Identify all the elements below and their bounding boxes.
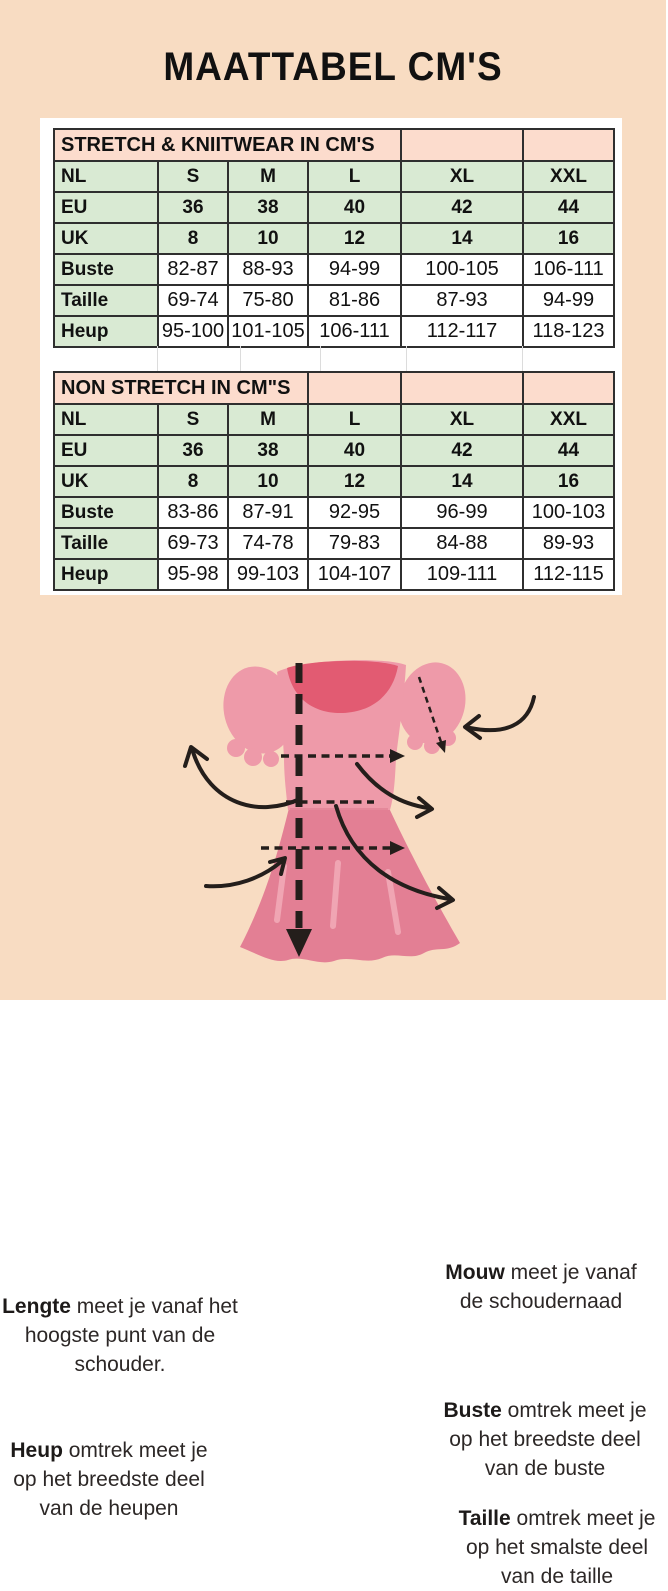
value-cell: 10 [228,466,308,497]
value-cell: 100-103 [523,497,614,528]
lengte-annotation: Lengte meet je vanaf het hoogste punt van de schouder. [2,1295,238,1376]
value-cell: 16 [523,223,614,254]
value-cell: 99-103 [228,559,308,590]
table-title: STRETCH & KNIITWEAR IN CM'S [54,129,401,161]
value-cell: 112-115 [523,559,614,590]
value-cell: 106-111 [308,316,401,347]
value-cell: S [158,404,228,435]
value-cell: 87-91 [228,497,308,528]
value-cell: 42 [401,192,523,223]
gridline [240,346,241,371]
value-cell: L [308,161,401,192]
value-cell: M [228,161,308,192]
table-header-empty-cell [523,372,614,404]
spreadsheet-area [40,118,622,595]
value-cell: XXL [523,404,614,435]
value-cell: L [308,404,401,435]
gridline [157,346,158,371]
value-cell: 38 [228,435,308,466]
measurement-diagram [0,620,666,1588]
dress-illustration [0,620,666,1000]
value-cell: XL [401,404,523,435]
value-cell: 8 [158,223,228,254]
value-cell: 79-83 [308,528,401,559]
value-cell: 83-86 [158,497,228,528]
taille-annotation: Taille omtrek meet je op het smalste deel van de taille [458,1507,656,1588]
value-cell: 14 [401,466,523,497]
value-cell: XXL [523,161,614,192]
table-header-empty-cell [401,372,523,404]
table-header-empty-cell [401,129,523,161]
value-cell: S [158,161,228,192]
value-cell: 89-93 [523,528,614,559]
value-cell: 42 [401,435,523,466]
value-cell: 44 [523,192,614,223]
gridline [522,346,523,371]
value-cell: 40 [308,435,401,466]
gridline [406,346,407,371]
row-label-cell: Heup [54,316,158,347]
value-cell: 94-99 [523,285,614,316]
page-title: MAATTABEL CM'S [163,44,503,89]
mouw-arrow [470,697,534,730]
bust-arrowhead [390,749,405,763]
value-cell: 69-74 [158,285,228,316]
value-cell: 109-111 [401,559,523,590]
row-label-cell: EU [54,435,158,466]
value-cell: 44 [523,435,614,466]
value-cell: 40 [308,192,401,223]
non-stretch-table [53,371,615,591]
dress-skirt [240,808,460,962]
row-label-cell: Taille [54,528,158,559]
value-cell: 36 [158,192,228,223]
table-header-empty-cell [523,129,614,161]
value-cell: 75-80 [228,285,308,316]
buste-annotation: Buste omtrek meet je op het breedste deel van de buste [443,1399,647,1480]
value-cell: 112-117 [401,316,523,347]
value-cell: 69-73 [158,528,228,559]
row-label-cell: Buste [54,497,158,528]
value-cell: XL [401,161,523,192]
row-label-cell: NL [54,404,158,435]
value-cell: 92-95 [308,497,401,528]
row-label-cell: Heup [54,559,158,590]
value-cell: 74-78 [228,528,308,559]
value-cell: 100-105 [401,254,523,285]
value-cell: 104-107 [308,559,401,590]
value-cell: 95-100 [158,316,228,347]
heup-annotation: Heup omtrek meet je op het breedste deel van de heupen [10,1439,208,1520]
table-title: NON STRETCH IN CM"S [54,372,308,404]
row-label-cell: Taille [54,285,158,316]
stretch-knitwear-table [53,128,615,348]
row-label-cell: NL [54,161,158,192]
row-label-cell: Buste [54,254,158,285]
row-label-cell: EU [54,192,158,223]
value-cell: 87-93 [401,285,523,316]
value-cell: 12 [308,223,401,254]
value-cell: 96-99 [401,497,523,528]
value-cell: 36 [158,435,228,466]
value-cell: 16 [523,466,614,497]
value-cell: 118-123 [523,316,614,347]
row-label-cell: UK [54,223,158,254]
value-cell: 106-111 [523,254,614,285]
value-cell: 94-99 [308,254,401,285]
row-label-cell: UK [54,466,158,497]
value-cell: 88-93 [228,254,308,285]
value-cell: 81-86 [308,285,401,316]
value-cell: 8 [158,466,228,497]
value-cell: 38 [228,192,308,223]
value-cell: 82-87 [158,254,228,285]
value-cell: 10 [228,223,308,254]
table-header-empty-cell [308,372,401,404]
gridline [320,346,321,371]
value-cell: 101-105 [228,316,308,347]
value-cell: 84-88 [401,528,523,559]
mouw-annotation: Mouw meet je vanaf de schoudernaad [445,1261,637,1313]
value-cell: 12 [308,466,401,497]
value-cell: 14 [401,223,523,254]
value-cell: 95-98 [158,559,228,590]
value-cell: M [228,404,308,435]
